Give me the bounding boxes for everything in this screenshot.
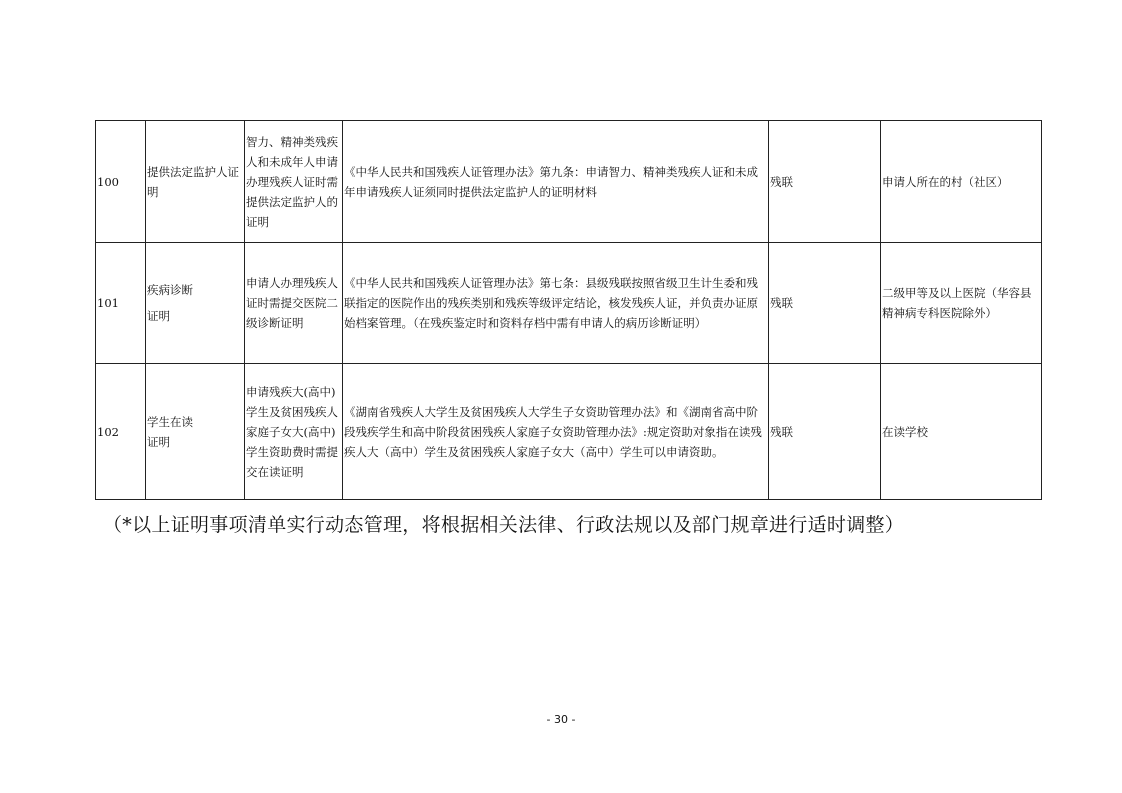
certificate-requirement: 智力、精神类残疾人和未成年人申请办理残疾人证时需提供法定监护人的证明 (245, 121, 343, 243)
footnote: （*以上证明事项清单实行动态管理，将根据相关法律、行政法规以及部门规章进行适时调整） (103, 514, 905, 536)
page-number: - 30 - (546, 713, 576, 726)
certificate-requirement: 申请人办理残疾人证时需提交医院二级诊断证明 (245, 243, 343, 364)
certificate-name (146, 364, 245, 500)
responsible-department: 残联 (769, 364, 881, 500)
certificate-name-line: 证明 (147, 309, 170, 323)
certificate-name-line: 疾病诊断 (147, 283, 193, 297)
legal-basis: 《中华人民共和国残疾人证管理办法》第七条：县级残联按照省级卫生计生委和残联指定的医院作出的残疾类别和残疾等级评定结论，核发残疾人证，并负责办证原始档案管理。（在残疾鉴定时和资料存档中需有申请人的病历诊断证明） (343, 243, 769, 364)
certificate-name (146, 243, 245, 364)
certificate-table (95, 120, 1042, 500)
legal-basis: 《中华人民共和国残疾人证管理办法》第九条：申请智力、精神类残疾人证和未成年申请残疾人证须同时提供法定监护人的证明材料 (343, 121, 769, 243)
legal-basis: 《湖南省残疾人大学生及贫困残疾人大学生子女资助管理办法》和《湖南省高中阶段残疾学生和高中阶段贫困残疾人家庭子女资助管理办法》:规定资助对象指在读残疾人大（高中）学生及贫困残疾人家庭子女大（高中）学生可以申请资助。 (343, 364, 769, 500)
row-number: 102 (96, 364, 146, 500)
responsible-department: 残联 (769, 121, 881, 243)
certificate-name-line: 证明 (147, 434, 170, 449)
issuing-authority: 申请人所在的村（社区） (881, 121, 1042, 243)
table-row (96, 121, 1042, 243)
row-number: 100 (96, 121, 146, 243)
responsible-department: 残联 (769, 243, 881, 364)
certificate-requirement: 申请残疾大(高中)学生及贫困残疾人家庭子女大(高中)学生资助费时需提交在读证明 (245, 364, 343, 500)
table-row (96, 243, 1042, 364)
issuing-authority: 二级甲等及以上医院（华容县精神病专科医院除外） (881, 243, 1042, 364)
certificate-name-line: 学生在读 (147, 414, 193, 429)
table-row (96, 364, 1042, 500)
certificate-name: 提供法定监护人证明 (146, 121, 245, 243)
row-number: 101 (96, 243, 146, 364)
issuing-authority: 在读学校 (881, 364, 1042, 500)
